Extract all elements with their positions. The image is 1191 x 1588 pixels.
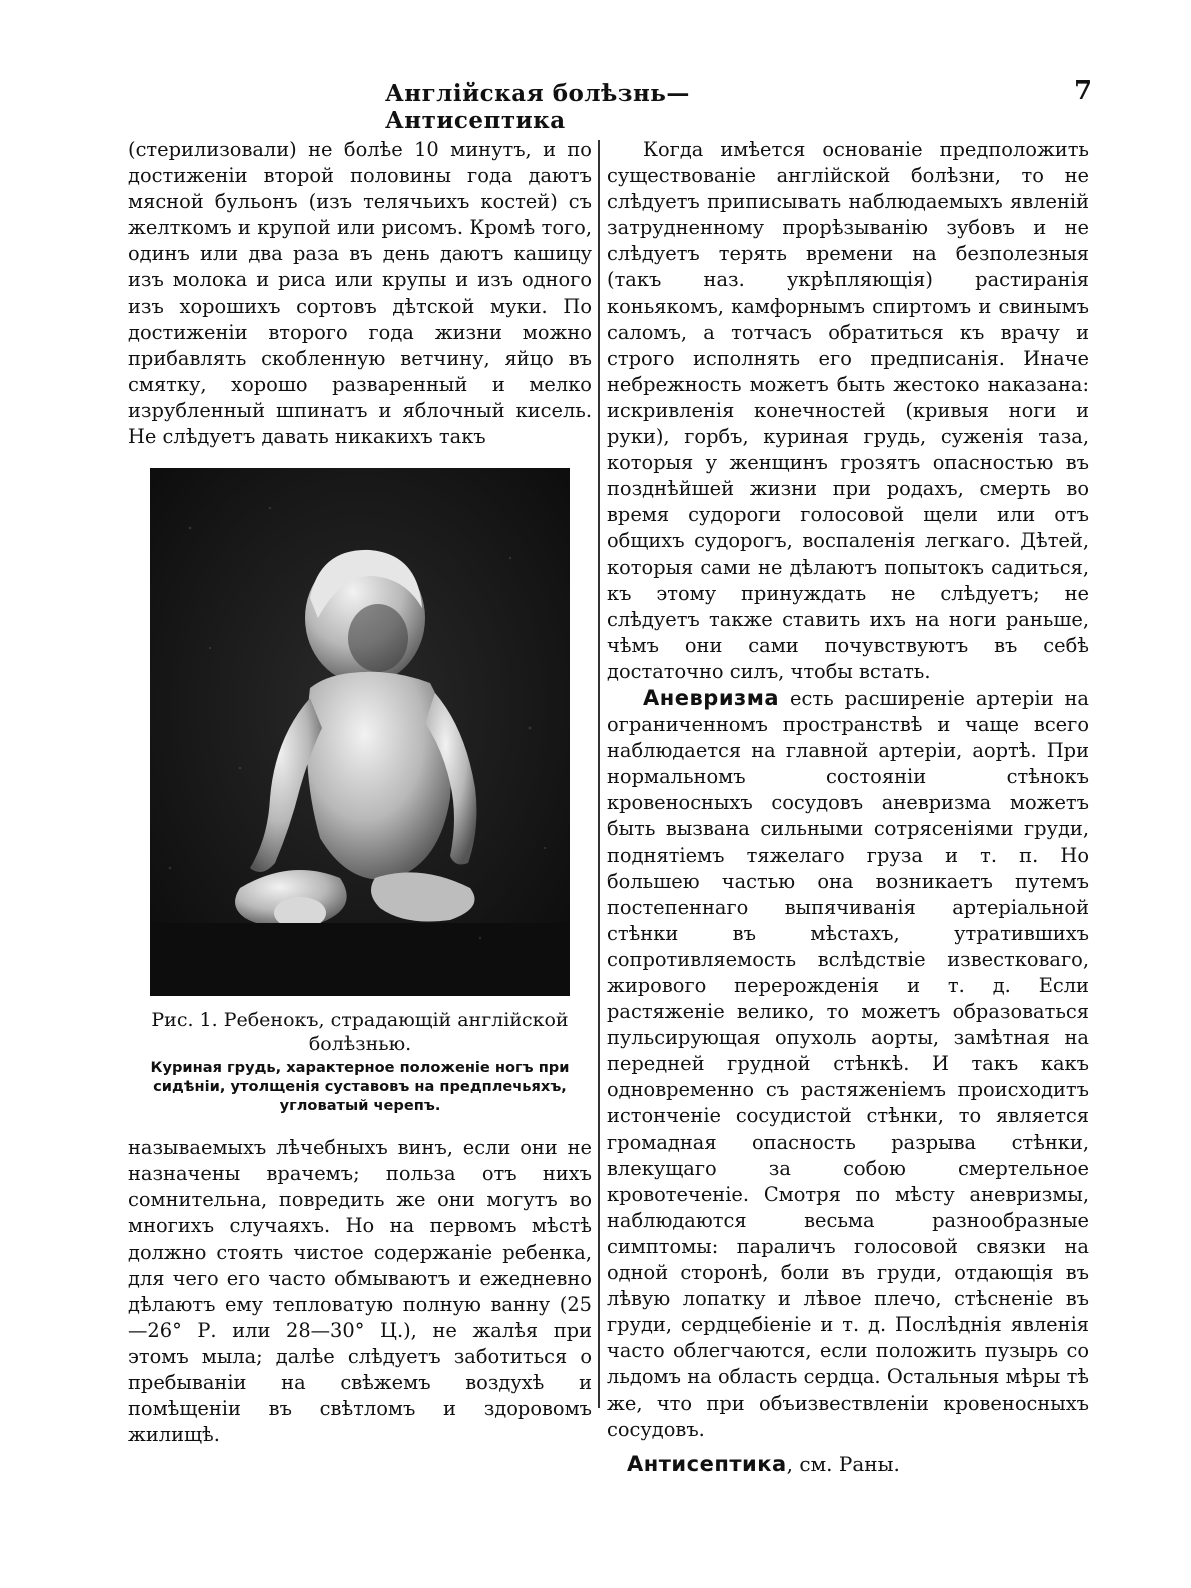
headword-antiseptics: Антисептика (627, 1451, 787, 1476)
page-number: 7 (1074, 76, 1093, 106)
right-paragraph-rickets: Когда имѣется основаніе предположить существованіе англійской болѣзни, то не слѣдуетъ приписывать наблюдаемыхъ явленій затрудненному прорѣзыванію зубовъ и не слѣдуетъ терять времени на безполезныя (такъ наз. укрѣпляющія) растиранія коньякомъ, камфорнымъ спиртомъ и свинымъ саломъ, а тотчасъ обратиться къ врачу и строго исполнять его предписанія. Иначе небрежность можетъ быть жестоко наказана: искривленія конечностей (кривыя ноги и руки), горбъ, куриная грудь, суженія таза, которыя у женщинъ грозятъ опасностью въ позднѣйшей жизни при родахъ, смерть во время судороги голосовой щели или отъ общихъ судорогъ, воспаленія легкаго. Дѣтей, которыя сами не дѣлаютъ попытокъ садиться, къ этому принуждать не слѣдуетъ; не слѣдуетъ также ставить ихъ на ноги раньше, чѣмъ они сами почувствуютъ въ себѣ достаточно силъ, чтобы встать. (607, 138, 1089, 683)
left-paragraph-bottom: называемыхъ лѣчебныхъ винъ, если они не назначены врачемъ; польза отъ нихъ сомнительна, повредить же они могутъ во многихъ случаяхъ. Но на первомъ мѣстѣ должно стоять чистое содержаніе ребенка, для чего его часто обмываютъ и ежедневно дѣлаютъ ему тепловатую полную ванну (25—26° Р. или 28—30° Ц.), не жалѣя при этомъ мыла; далѣе слѣдуетъ заботиться о пребываніи на свѣжемъ воздухѣ и помѣщеніи въ свѣтломъ и здоровомъ жилищѣ. (128, 1136, 592, 1447)
antiseptics-text: , см. Раны. (786, 1451, 900, 1476)
child-photo (150, 468, 570, 996)
aneurysm-text: есть расширеніе артеріи на ограниченномъ пространствѣ и чаще всего наблюдается на главной артеріи, аортѣ. При нормальномъ состояніи стѣнокъ кровеносныхъ сосудовъ аневризма можетъ быть вызвана сильными сотрясеніями груди, поднятіемъ тяжелаго груза и т. п. Но большею частью она возникаетъ путемъ постепеннаго выпячиванія артеріальной стѣнки въ мѣстахъ, утратившихъ сопротивляемость вслѣдствіе известковаго, жирового перерожденія и т. д. Если растяженіе велико, то можетъ образоваться пульсирующая опухоль аорты, замѣтная на передней грудной стѣнкѣ. И такъ какъ одновременно съ растяженіемъ происходитъ истонченіе сосудистой стѣнки, то является громадная опасность разрыва стѣнки, влекущаго за собою смертельное кровотеченіе. Смотря по мѣсту аневризмы, наблюдаются весьма разнообразные симптомы: параличъ голосовой связки на одной сторонѣ, боли въ груди, отдающія въ лѣвую лопатку и лѣвое плечо, стѣсненіе въ груди, сердцебіеніе и т. д. Послѣднія явленія часто облегчаются, если положить пузырь со льдомъ на область сердца. Остальныя мѣры тѣ же, что при объизвествленіи кровеносныхъ сосудовъ. (607, 686, 1089, 1441)
left-column (128, 137, 592, 1448)
figure-caption: Рис. 1. Ребенокъ, страдающій англійской болѣзнью. (151, 1009, 569, 1056)
entry-aneurysm (607, 685, 1089, 1443)
figure (128, 468, 592, 1115)
figure-subcaption: Куриная грудь, характерное положеніе ногъ при сидѣніи, утолщенія суставовъ на предплечьяхъ, угловатый черепъ. (150, 1059, 570, 1115)
entry-antiseptics (607, 1451, 1089, 1477)
right-column (607, 137, 1089, 1477)
child-photo-illustration (150, 468, 570, 996)
left-paragraph-top: (стерилизовали) не болѣе 10 минутъ, и по достиженіи второй половины года даютъ мясной бульонъ (изъ телячьихъ костей) съ желткомъ и крупой или рисомъ. Кромѣ того, одинъ или два раза въ день даютъ кашицу изъ молока и риса или крупы и изъ одного изъ хорошихъ сортовъ дѣтской муки. По достиженіи второго года жизни можно прибавлять скобленную ветчину, яйцо въ смятку, хорошо разваренный и мелко изрубленный шпинатъ и яблочный кисель. Не слѣдуетъ давать никакихъ такъ (128, 138, 592, 449)
running-title: Англійская болѣзнь—Антисептика (385, 80, 690, 134)
headword-aneurysm: Аневризма (643, 685, 780, 710)
column-divider (598, 140, 600, 1408)
running-header (0, 76, 1191, 134)
